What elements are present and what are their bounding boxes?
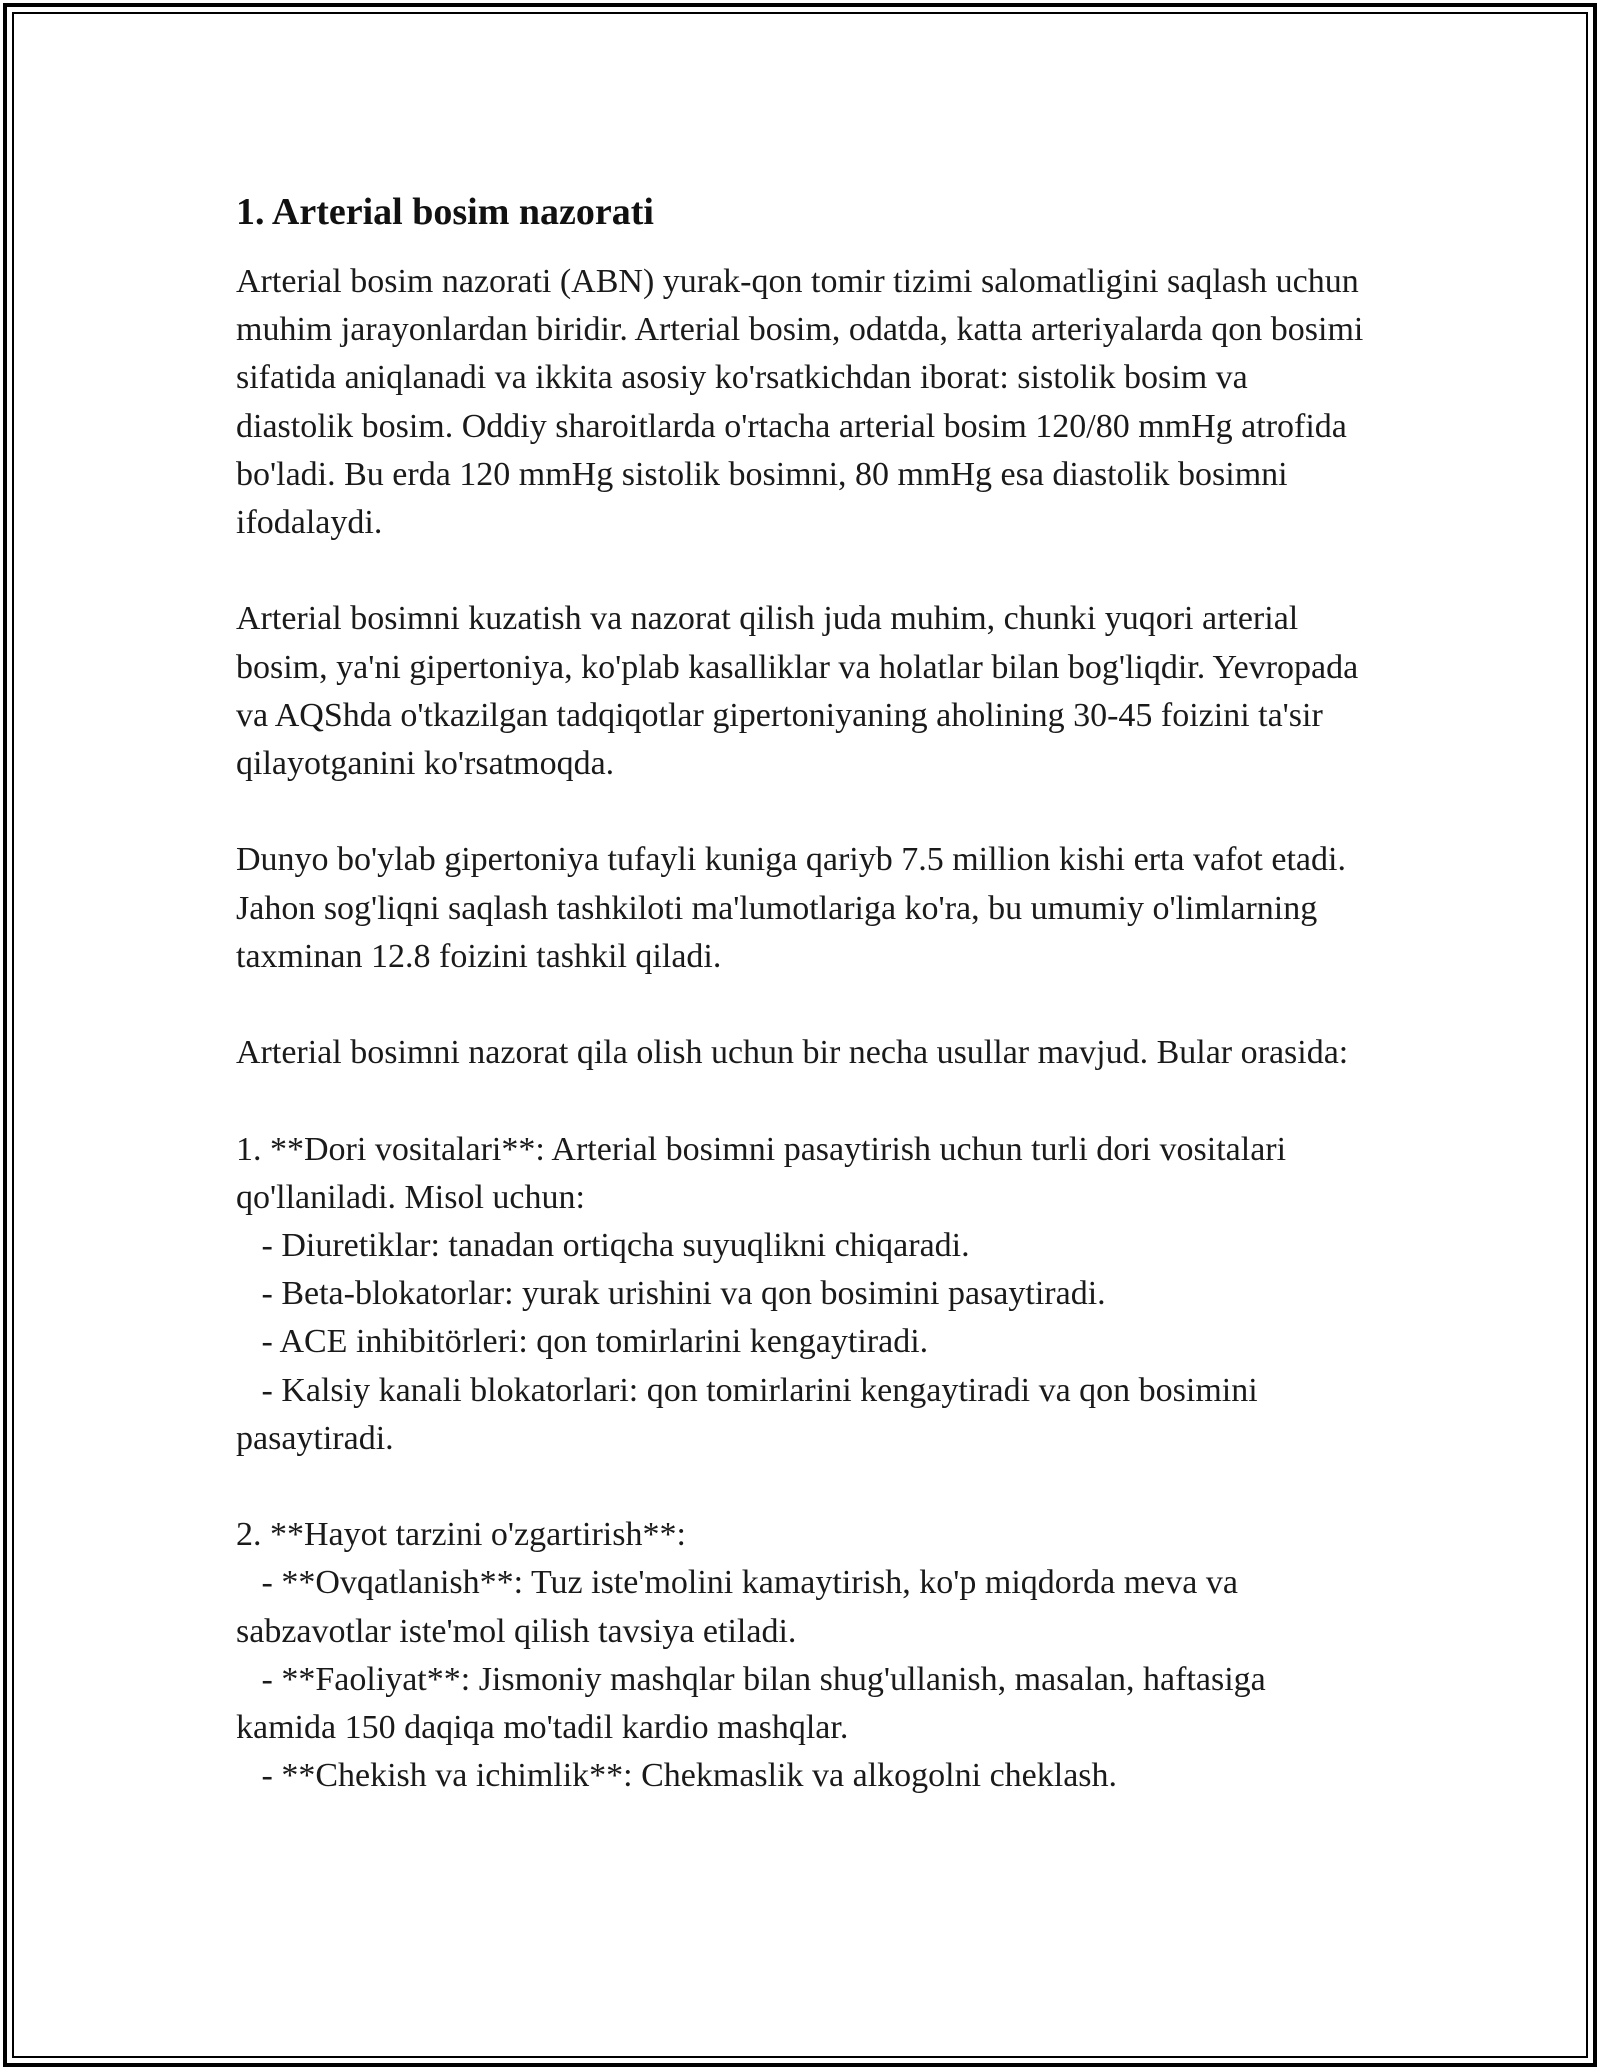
- list-item: - Diuretiklar: tanadan ortiqcha suyuqlikni chiqaradi.: [236, 1227, 970, 1264]
- paragraph-spacer: [236, 547, 1366, 595]
- paragraph-importance: Arterial bosimni kuzatish va nazorat qilish juda muhim, chunki yuqori arterial bosim, ya'ni gipertoniya, ko'plab kasalliklar va holatlar bilan bog'liqdir. Yevropada va AQShda o'tkazilgan tadqiqotlar gipertoniyaning aholining 30-45 foizini ta'sir qilayotganini ko'rsatmoqda.: [236, 600, 1367, 783]
- section-heading: 1. Arterial bosim nazorati: [236, 191, 654, 233]
- medication-list: [236, 1126, 1366, 1463]
- list-item: - Beta-blokatorlar: yurak urishini va qon bosimini pasaytiradi.: [236, 1275, 1106, 1313]
- list-item: - **Faoliyat**: Jismoniy mashqlar bilan shug'ullanish, masalan, haftasiga kamida 150 daqiqa mo'tadil kardio mashqlar.: [236, 1660, 1275, 1747]
- paragraph-methods-intro: Arterial bosimni nazorat qila olish uchun bir necha usullar mavjud. Bular orasida:: [236, 1034, 1349, 1072]
- list-item: - **Chekish va ichimlik**: Chekmaslik va alkogolni cheklash.: [236, 1757, 1118, 1795]
- paragraph-spacer: [236, 1463, 1366, 1511]
- list-intro-medications: 1. **Dori vositalari**: Arterial bosimni pasaytirish uchun turli dori vositalari qo'llaniladi. Misol uchun:: [236, 1130, 1295, 1216]
- paragraph-spacer: [236, 1077, 1366, 1125]
- paragraph-spacer: [236, 981, 1366, 1029]
- paragraph-spacer: [236, 788, 1366, 836]
- list-item: - **Ovqatlanish**: Tuz iste'molini kamaytirish, ko'p miqdorda meva va sabzavotlar iste'mol qilish tavsiya etiladi.: [236, 1564, 1247, 1650]
- list-item: - ACE inhibitörleri: qon tomirlarini kengaytiradi.: [236, 1323, 929, 1361]
- document-body: [236, 188, 1372, 1800]
- list-intro-lifestyle: 2. **Hayot tarzini o'zgartirish**:: [236, 1516, 686, 1554]
- lifestyle-list: [236, 1511, 1366, 1800]
- paragraph-intro: Arterial bosim nazorati (ABN) yurak-qon tomir tizimi salomatligini saqlash uchun muhim jarayonlardan biridir. Arterial bosim, odatda, katta arteriyalarda qon bosimi sifatida aniqlanadi va ikkita asosiy ko'rsatkichdan iborat: sistolik bosim va diastolik bosim. Oddiy sharoitlarda o'rtacha arterial bosim 120/80 mmHg atrofida bo'ladi. Bu erda 120 mmHg sistolik bosimni, 80 mmHg esa diastolik bosimni ifodalaydi.: [236, 263, 1372, 542]
- list-item: - Kalsiy kanali blokatorlari: qon tomirlarini kengaytiradi va qon bosimini pasaytiradi.: [236, 1371, 1267, 1457]
- paragraph-statistics: Dunyo bo'ylab gipertoniya tufayli kuniga qariyb 7.5 million kishi erta vafot etadi. Jahon sog'liqni saqlash tashkiloti ma'lumotlariga ko'ra, bu umumiy o'limlarning taxminan 12.8 foizini tashkil qiladi.: [236, 841, 1355, 975]
